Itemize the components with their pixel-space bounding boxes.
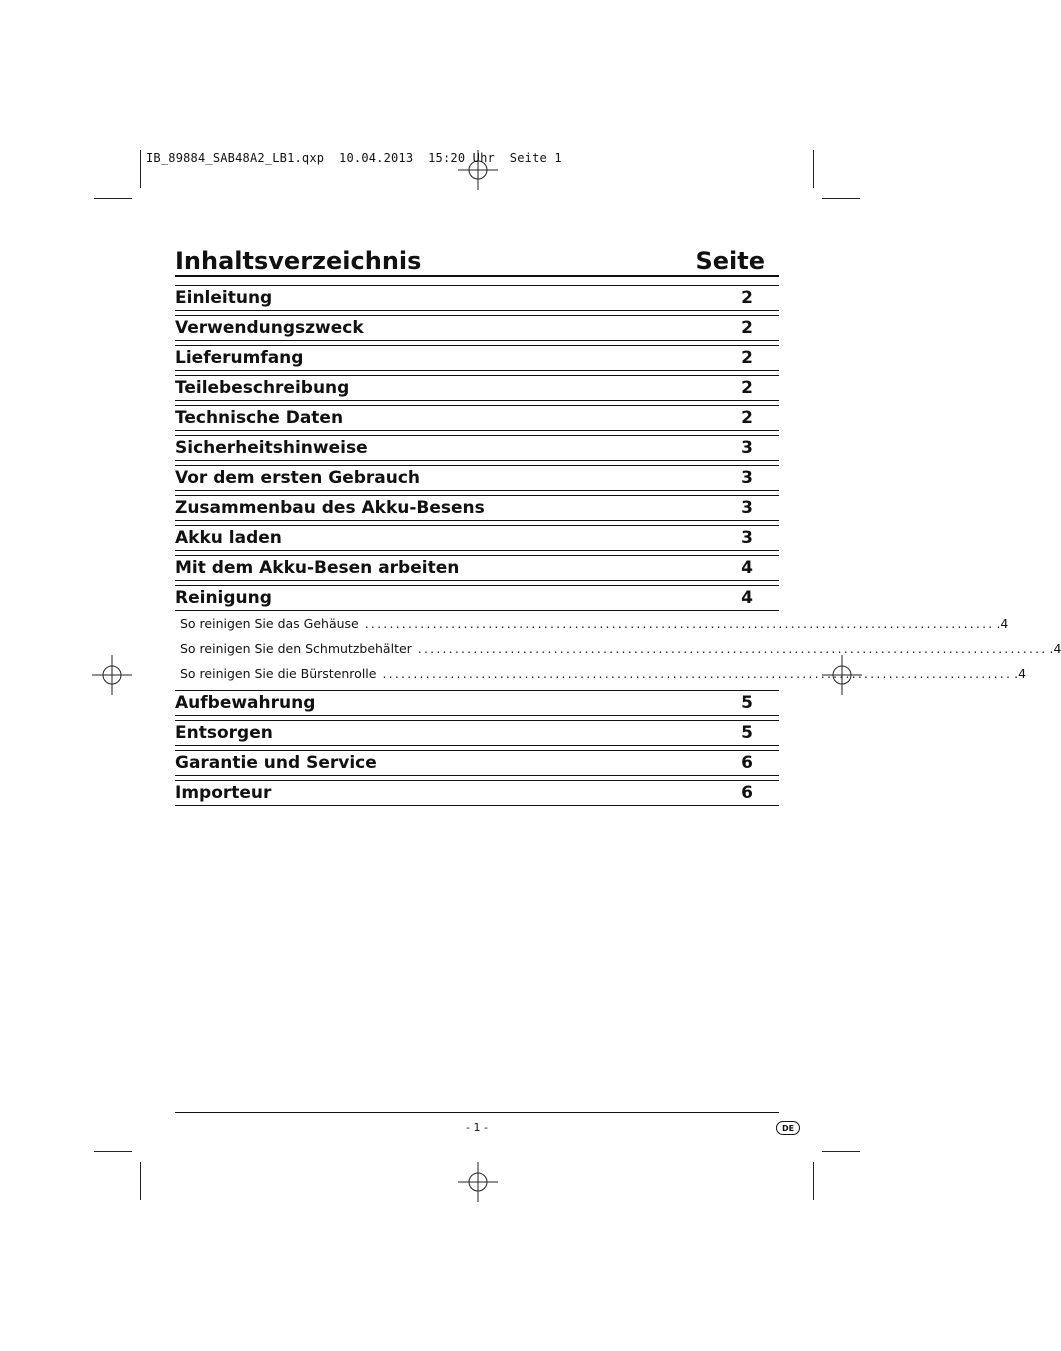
toc-entry-page: 3 bbox=[741, 528, 753, 548]
toc-entry-label: Sicherheitshinweise bbox=[175, 438, 368, 458]
toc-entry-label: Zusammenbau des Akku-Besens bbox=[175, 498, 485, 518]
table-of-contents bbox=[175, 246, 1061, 806]
toc-header bbox=[175, 246, 779, 277]
toc-subentry-page: .4 bbox=[996, 616, 1009, 631]
toc-entry-page: 6 bbox=[741, 783, 753, 803]
toc-entry[interactable] bbox=[175, 690, 779, 716]
toc-entry-label: Entsorgen bbox=[175, 723, 273, 743]
toc-entry[interactable] bbox=[175, 315, 779, 341]
toc-entry-label: Reinigung bbox=[175, 588, 272, 608]
toc-entry-page: 3 bbox=[741, 438, 753, 458]
toc-subentry-label: So reinigen Sie das Gehäuse bbox=[180, 616, 359, 631]
toc-entry-label: Verwendungszweck bbox=[175, 318, 364, 338]
toc-entry[interactable] bbox=[175, 345, 779, 371]
toc-entry-label: Akku laden bbox=[175, 528, 282, 548]
toc-subentry-label: So reinigen Sie den Schmutzbehälter bbox=[180, 641, 412, 656]
toc-dot-leader: ...................................................................................................... bbox=[417, 641, 1048, 656]
crop-mark bbox=[822, 1151, 860, 1152]
toc-subentry[interactable] bbox=[175, 636, 1061, 661]
page-number: - 1 - bbox=[466, 1121, 488, 1134]
toc-entry-page: 3 bbox=[741, 498, 753, 518]
toc-entry[interactable] bbox=[175, 525, 779, 551]
toc-entry-page: 2 bbox=[741, 378, 753, 398]
toc-dot-leader: ...................................................................................................... bbox=[364, 616, 995, 631]
crop-mark bbox=[140, 150, 141, 188]
toc-dot-leader: ...................................................................................................... bbox=[382, 666, 1013, 681]
toc-entry[interactable] bbox=[175, 285, 779, 311]
crop-mark bbox=[813, 1162, 814, 1200]
toc-subentry-label: So reinigen Sie die Bürstenrolle bbox=[180, 666, 377, 681]
toc-entry-page: 6 bbox=[741, 753, 753, 773]
toc-entry[interactable] bbox=[175, 720, 779, 746]
toc-entry-page: 2 bbox=[741, 348, 753, 368]
language-badge: DE bbox=[776, 1121, 800, 1135]
toc-entry-label: Garantie und Service bbox=[175, 753, 377, 773]
toc-entry-page: 2 bbox=[741, 288, 753, 308]
toc-entry-label: Einleitung bbox=[175, 288, 273, 308]
toc-title: Inhaltsverzeichnis bbox=[175, 247, 422, 275]
registration-mark-icon bbox=[458, 1162, 498, 1202]
toc-entry[interactable] bbox=[175, 375, 779, 401]
toc-entry-page: 3 bbox=[741, 468, 753, 488]
toc-entry-label: Technische Daten bbox=[175, 408, 344, 428]
toc-subentry-page: .4 bbox=[1014, 666, 1027, 681]
crop-mark bbox=[94, 1151, 132, 1152]
toc-subentry[interactable] bbox=[175, 611, 1009, 636]
toc-entry-label: Lieferumfang bbox=[175, 348, 304, 368]
toc-entry[interactable] bbox=[175, 435, 779, 461]
toc-entry-page: 4 bbox=[741, 558, 753, 578]
toc-entry-page: 5 bbox=[741, 723, 753, 743]
toc-entry[interactable] bbox=[175, 780, 779, 806]
toc-subentry[interactable] bbox=[175, 661, 1027, 686]
crop-mark bbox=[140, 1162, 141, 1200]
toc-entry[interactable] bbox=[175, 750, 779, 776]
toc-entry-page: 2 bbox=[741, 408, 753, 428]
toc-entry-label: Importeur bbox=[175, 783, 272, 803]
toc-entry[interactable] bbox=[175, 555, 779, 581]
toc-entry[interactable] bbox=[175, 585, 779, 611]
toc-entry[interactable] bbox=[175, 405, 779, 431]
toc-entry-label: Vor dem ersten Gebrauch bbox=[175, 468, 421, 488]
toc-entry[interactable] bbox=[175, 465, 779, 491]
crop-mark bbox=[822, 198, 860, 199]
registration-mark-icon bbox=[92, 655, 132, 695]
crop-mark bbox=[94, 198, 132, 199]
footer-divider bbox=[175, 1112, 779, 1113]
print-file-info: IB_89884_SAB48A2_LB1.qxp 10.04.2013 15:20 Uhr Seite 1 bbox=[146, 151, 562, 165]
toc-entry-page: 4 bbox=[741, 588, 753, 608]
toc-entry-label: Mit dem Akku-Besen arbeiten bbox=[175, 558, 460, 578]
toc-entry-page: 2 bbox=[741, 318, 753, 338]
toc-entry-label: Teilebeschreibung bbox=[175, 378, 350, 398]
toc-entry-page: 5 bbox=[741, 693, 753, 713]
toc-entry-label: Aufbewahrung bbox=[175, 693, 316, 713]
crop-mark bbox=[813, 150, 814, 188]
toc-page-label: Seite bbox=[695, 247, 765, 275]
toc-subentry-page: .4 bbox=[1049, 641, 1061, 656]
toc-entry[interactable] bbox=[175, 495, 779, 521]
